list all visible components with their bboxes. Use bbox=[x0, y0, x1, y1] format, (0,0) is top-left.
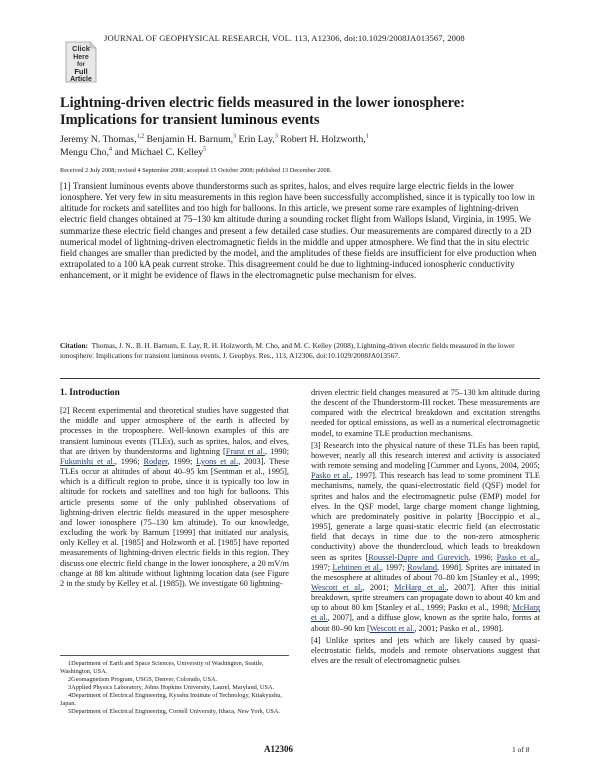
badge-line-4: Full bbox=[74, 67, 88, 76]
article-title: Lightning-driven electric fields measured in the lower ionosphere: Implications for transient luminous events bbox=[60, 95, 465, 128]
right-column bbox=[311, 388, 540, 666]
badge-line-3: for bbox=[77, 62, 85, 68]
reference-link[interactable]: Rowland bbox=[407, 562, 438, 572]
section-divider bbox=[60, 378, 540, 379]
badge-line-2: Here bbox=[73, 54, 89, 61]
reference-link[interactable]: Wescott et al. bbox=[369, 623, 415, 633]
footnote: 4Department of Electrical Engineering, Kyushu Institute of Technology, Kitakyushu, Japan. bbox=[60, 692, 282, 707]
paragraph-4: [4] Unlike sprites and jets which are likely caused by quasi-electrostatic fields, models and remote observations suggest that elves are the result of electromagnetic pulses bbox=[311, 635, 540, 666]
reference-link[interactable]: Wescott et al. bbox=[311, 582, 363, 592]
footnote: 5Department of Electrical Engineering, Cornell University, Ithaca, New York, USA. bbox=[68, 708, 281, 715]
abstract: [1] Transient luminous events above thunderstorms such as sprites, halos, and elves require large electric fields in the lower ionosphere. Yet very few in situ measurements in this region have been successfully accomplished, since it is typically too low in altitude for rockets and satellites and too high for balloons. In this article, we present some rare examples of lightning-driven electric field changes obtained at 75–130 km altitude during a sounding rocket flight from Wallops Island, Virginia, in 1995. We summarize these electric field changes and present a few detailed case studies. Our measurements are compared directly to a 2D numerical model of lightning-driven electromagnetic fields in the middle and upper atmosphere. We find that the in situ electric field changes are smaller than predicted by the model, and the amplitudes of these fields are insufficient for elve production when extrapolated to a 100 kA peak current stroke. This disagreement could be due to lightning-induced ionospheric conductivity enhancement, or it might be evidence of flaws in the electromagnetic pulse mechanism for elves. bbox=[60, 181, 537, 281]
reference-link[interactable]: Lehtinen et al. bbox=[332, 562, 382, 572]
badge-line-5: Article bbox=[70, 76, 92, 83]
paragraph-2-cont: driven electric field changes measured at 75–130 km altitude during the descent of the Thunderstorm-III rocket. These measurements are compared with the electrical breakdown and excitation strengths needed for optical emissions, as well as a numerical electromagnetic model, to examine TLE production mechanisms. bbox=[311, 388, 540, 438]
author-affiliation: 5 bbox=[203, 146, 207, 153]
author-affiliation: 4 bbox=[109, 146, 112, 153]
received-dates: Received 2 July 2008; revised 4 September 2008; accepted 15 October 2008; published 13 December 2008. bbox=[60, 167, 332, 174]
journal-header: JOURNAL OF GEOPHYSICAL RESEARCH, VOL. 113, A12306, doi:10.1029/2008JA013567, 2008 bbox=[104, 33, 465, 43]
reference-link[interactable]: McHarg et al. bbox=[394, 582, 447, 592]
page-count: 1 of 8 bbox=[512, 745, 530, 754]
footnote: 3Applied Physics Laboratory, Johns Hopkins University, Laurel, Maryland, USA. bbox=[68, 684, 275, 691]
affiliation-footnotes bbox=[60, 660, 289, 716]
section-heading: 1. Introduction bbox=[60, 388, 120, 398]
author-affiliation: 1 bbox=[365, 133, 369, 140]
reference-link[interactable]: Lyons et al. bbox=[196, 456, 239, 466]
citation bbox=[60, 341, 540, 361]
reference-link[interactable]: Fukunishi et al. bbox=[60, 456, 115, 466]
author-name: Benjamin H. Barnum, bbox=[144, 134, 234, 145]
badge-line-1: Click bbox=[72, 44, 90, 53]
author-name: and Michael C. Kelley bbox=[112, 147, 204, 158]
author-name: Mengu Cho, bbox=[60, 147, 109, 158]
reference-link[interactable]: McHarg et al. bbox=[311, 603, 540, 623]
footnote: 2Geomagnetism Program, USGS, Denver, Colorado, USA. bbox=[68, 676, 218, 683]
footnote-divider bbox=[60, 655, 289, 656]
author-affiliation: 1,2 bbox=[136, 133, 145, 140]
citation-text: Thomas, J. N., B. H. Barnum, E. Lay, R. H. Holzworth, M. Cho, and M. C. Kelley (2008), Lightning-driven electric fields measured in the lower ionosphere: Implications for transient luminous events, J. Geophys. Res., 113, A12306, doi:10.1029/2008JA013567. bbox=[60, 341, 515, 360]
reference-link[interactable]: Pasko et al. bbox=[496, 552, 538, 562]
footnote: 1Department of Earth and Space Sciences, University of Washington, Seattle, Washington, USA. bbox=[60, 660, 264, 675]
paragraph-2: [2] Recent experimental and theoretical studies have suggested that the middle and upper atmosphere of the earth is affected by processes in the troposphere. Well-known examples of this are transient luminous events (TLEs), such as sprites, halos, and elves, that are driven by thunderstorms and lightning [Franz et al., 1990; Fukunishi et al., 1996; Rodger, 1999; Lyons et al., 2003]. These TLEs occur at altitudes of about 40–95 km [Sentman et al., 1995], which is a difficult region to probe, since it is typically too low in altitude for rockets and satellites and too high for balloons. This article presents some of the only published observations of lightning-driven electric fields measured in the upper mesosphere and lower ionosphere (75–130 km altitude). To our knowledge, excluding the work by Barnum [1999] that initiated our analysis, only Kelley et al. [1985] and Holzworth et al. [1985] have reported measurements of lightning-driven electric fields in this region. They discuss one electric field change in the lower ionosphere, a 20 mV/m change at 88 km altitude without lightning location data (see Figure 2 in the study by Kelley et al. [1985]). We investigate 60 lightning- bbox=[60, 406, 290, 588]
author-name: Jeremy N. Thomas, bbox=[60, 134, 137, 145]
page-identifier: A12306 bbox=[264, 744, 293, 754]
author-name: Erin Lay, bbox=[236, 134, 275, 145]
reference-link[interactable]: Roussel-Dupre and Gurevich bbox=[368, 552, 469, 562]
citation-label: Citation: bbox=[60, 341, 88, 350]
reference-link[interactable]: Pasko et al. bbox=[311, 471, 351, 481]
left-column bbox=[60, 388, 289, 589]
author-affiliation: 3 bbox=[233, 133, 237, 140]
author-list bbox=[60, 133, 540, 159]
author-name: Robert H. Holzworth, bbox=[277, 134, 366, 145]
author-affiliation: 3 bbox=[274, 133, 278, 140]
click-here-full-article-logo[interactable] bbox=[60, 38, 102, 84]
paragraph-3: [3] Research into the physical nature of these TLEs has been rapid, however, nearly all this research interest and activity is associated with remote sensing and modeling [Cummer and Lyons, 2004, 2005; Pasko et al., 1997]. This research has lead to some prominent TLE mechanisms, namely, the quasi-electrostatic field (QSF) model for sprites and halos and the electromagnetic pulse (EMP) model for elves. In the QSF model, large charge moment change lightning, which are predominately positive in polarity [Boccippio et al., 1995], generate a large quasi-static electric field (an electrostatic field that decays in time due to the non-zero atmospheric conductivity) above the thundercloud, which leads to breakdown seen as sprites [Roussel-Dupre and Gurevich, 1996; Pasko et al., 1997; Lehtinen et al., 1997; Rowland, 1998]. Sprites are initiated in the mesosphere at altitudes of about 70–80 km [Stanley et al., 1999; Wescott et al., 2001; McHarg et al., 2007]. After this initial breakdown, sprite streamers can propagate down to about 40 km and up to about 80 km [Stanley et al., 1999; Pasko et al., 1998; McHarg et al., 2007], and a diffuse glow, known as the sprite halo, forms at about 80–90 km [Wescott et al., 2001; Pasko et al., 1998]. bbox=[311, 440, 541, 633]
reference-link[interactable]: Franz et al. bbox=[225, 446, 265, 456]
reference-link[interactable]: Rodger bbox=[143, 456, 168, 466]
